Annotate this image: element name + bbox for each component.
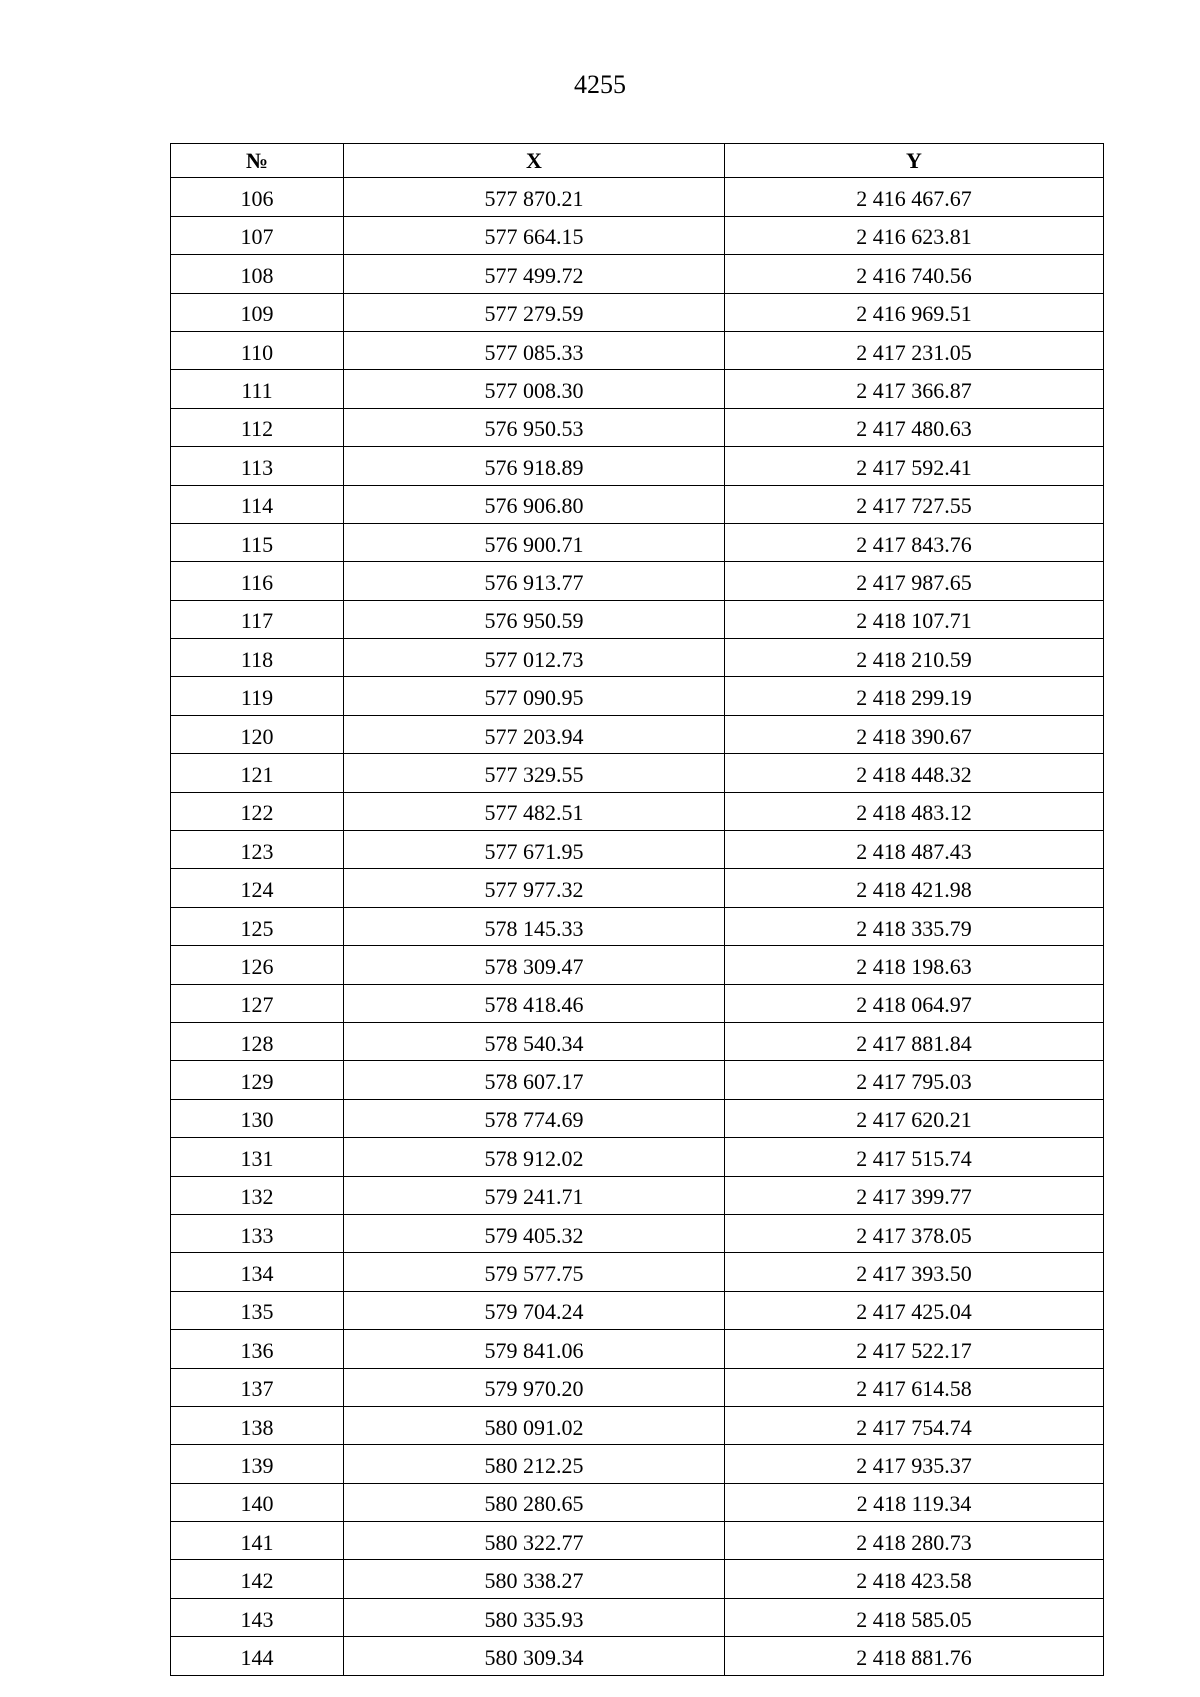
x-coordinate-cell: 580 309.34 [344, 1637, 725, 1675]
table-row [171, 1368, 1104, 1406]
page-number: 4255 [574, 70, 626, 99]
x-coordinate-cell: 577 664.15 [344, 216, 725, 254]
x-coordinate-cell: 577 085.33 [344, 331, 725, 369]
y-coordinate-cell: 2 417 614.58 [725, 1368, 1104, 1406]
y-coordinate-cell: 2 417 881.84 [725, 1022, 1104, 1060]
table-row [171, 293, 1104, 331]
table-row [171, 831, 1104, 869]
table-row [171, 792, 1104, 830]
point-number-cell: 135 [171, 1291, 344, 1329]
y-coordinate-cell: 2 418 064.97 [725, 984, 1104, 1022]
x-coordinate-cell: 577 203.94 [344, 715, 725, 753]
x-coordinate-cell: 579 841.06 [344, 1330, 725, 1368]
y-coordinate-cell: 2 418 390.67 [725, 715, 1104, 753]
y-coordinate-cell: 2 418 487.43 [725, 831, 1104, 869]
table-row [171, 523, 1104, 561]
table-row [171, 1176, 1104, 1214]
y-coordinate-cell: 2 418 448.32 [725, 754, 1104, 792]
x-coordinate-cell: 579 405.32 [344, 1214, 725, 1252]
table-row [171, 1445, 1104, 1483]
table-row [171, 677, 1104, 715]
x-coordinate-cell: 578 912.02 [344, 1138, 725, 1176]
x-coordinate-cell: 576 918.89 [344, 447, 725, 485]
table-row [171, 1560, 1104, 1598]
y-coordinate-cell: 2 418 107.71 [725, 600, 1104, 638]
x-coordinate-cell: 577 870.21 [344, 178, 725, 216]
x-coordinate-cell: 577 279.59 [344, 293, 725, 331]
column-header-x: X [344, 144, 725, 178]
x-coordinate-cell: 577 090.95 [344, 677, 725, 715]
x-coordinate-cell: 576 900.71 [344, 523, 725, 561]
x-coordinate-cell: 577 008.30 [344, 370, 725, 408]
table-row [171, 1291, 1104, 1329]
point-number-cell: 106 [171, 178, 344, 216]
y-coordinate-cell: 2 416 969.51 [725, 293, 1104, 331]
x-coordinate-cell: 579 577.75 [344, 1253, 725, 1291]
point-number-cell: 123 [171, 831, 344, 869]
table-row [171, 946, 1104, 984]
point-number-cell: 134 [171, 1253, 344, 1291]
table-row [171, 754, 1104, 792]
point-number-cell: 144 [171, 1637, 344, 1675]
y-coordinate-cell: 2 418 483.12 [725, 792, 1104, 830]
point-number-cell: 111 [171, 370, 344, 408]
table-row [171, 1522, 1104, 1560]
point-number-cell: 120 [171, 715, 344, 753]
y-coordinate-cell: 2 417 727.55 [725, 485, 1104, 523]
x-coordinate-cell: 580 212.25 [344, 1445, 725, 1483]
x-coordinate-cell: 576 906.80 [344, 485, 725, 523]
table-row [171, 331, 1104, 369]
point-number-cell: 107 [171, 216, 344, 254]
table-row [171, 485, 1104, 523]
x-coordinate-cell: 580 335.93 [344, 1598, 725, 1636]
point-number-cell: 138 [171, 1406, 344, 1444]
table-body [171, 178, 1104, 1675]
table-row [171, 216, 1104, 254]
table-row [171, 178, 1104, 216]
x-coordinate-cell: 577 012.73 [344, 639, 725, 677]
y-coordinate-cell: 2 418 421.98 [725, 869, 1104, 907]
y-coordinate-cell: 2 417 620.21 [725, 1099, 1104, 1137]
point-number-cell: 108 [171, 255, 344, 293]
y-coordinate-cell: 2 417 522.17 [725, 1330, 1104, 1368]
point-number-cell: 128 [171, 1022, 344, 1060]
table-row [171, 562, 1104, 600]
y-coordinate-cell: 2 418 881.76 [725, 1637, 1104, 1675]
point-number-cell: 115 [171, 523, 344, 561]
table-row [171, 370, 1104, 408]
point-number-cell: 132 [171, 1176, 344, 1214]
point-number-cell: 113 [171, 447, 344, 485]
x-coordinate-cell: 577 977.32 [344, 869, 725, 907]
y-coordinate-cell: 2 418 119.34 [725, 1483, 1104, 1521]
point-number-cell: 130 [171, 1099, 344, 1137]
table-row [171, 715, 1104, 753]
point-number-cell: 114 [171, 485, 344, 523]
table-row [171, 1061, 1104, 1099]
y-coordinate-cell: 2 418 585.05 [725, 1598, 1104, 1636]
table-row [171, 255, 1104, 293]
point-number-cell: 143 [171, 1598, 344, 1636]
y-coordinate-cell: 2 418 210.59 [725, 639, 1104, 677]
point-number-cell: 112 [171, 408, 344, 446]
y-coordinate-cell: 2 417 378.05 [725, 1214, 1104, 1252]
point-number-cell: 124 [171, 869, 344, 907]
point-number-cell: 136 [171, 1330, 344, 1368]
point-number-cell: 119 [171, 677, 344, 715]
table-row [171, 1099, 1104, 1137]
y-coordinate-cell: 2 418 280.73 [725, 1522, 1104, 1560]
x-coordinate-cell: 576 913.77 [344, 562, 725, 600]
point-number-cell: 121 [171, 754, 344, 792]
y-coordinate-cell: 2 417 393.50 [725, 1253, 1104, 1291]
column-header-number: № [171, 144, 344, 178]
y-coordinate-cell: 2 417 592.41 [725, 447, 1104, 485]
y-coordinate-cell: 2 416 467.67 [725, 178, 1104, 216]
table-row [171, 447, 1104, 485]
x-coordinate-cell: 578 418.46 [344, 984, 725, 1022]
y-coordinate-cell: 2 417 935.37 [725, 1445, 1104, 1483]
point-number-cell: 129 [171, 1061, 344, 1099]
y-coordinate-cell: 2 418 335.79 [725, 907, 1104, 945]
point-number-cell: 141 [171, 1522, 344, 1560]
point-number-cell: 127 [171, 984, 344, 1022]
point-number-cell: 142 [171, 1560, 344, 1598]
y-coordinate-cell: 2 418 198.63 [725, 946, 1104, 984]
x-coordinate-cell: 576 950.59 [344, 600, 725, 638]
table-row [171, 1483, 1104, 1521]
y-coordinate-cell: 2 417 754.74 [725, 1406, 1104, 1444]
y-coordinate-cell: 2 418 423.58 [725, 1560, 1104, 1598]
x-coordinate-cell: 578 607.17 [344, 1061, 725, 1099]
table-row [171, 1406, 1104, 1444]
table-row [171, 907, 1104, 945]
x-coordinate-cell: 576 950.53 [344, 408, 725, 446]
table-row [171, 639, 1104, 677]
x-coordinate-cell: 578 309.47 [344, 946, 725, 984]
y-coordinate-cell: 2 416 623.81 [725, 216, 1104, 254]
point-number-cell: 126 [171, 946, 344, 984]
x-coordinate-cell: 578 774.69 [344, 1099, 725, 1137]
point-number-cell: 117 [171, 600, 344, 638]
table-row [171, 984, 1104, 1022]
point-number-cell: 122 [171, 792, 344, 830]
point-number-cell: 125 [171, 907, 344, 945]
x-coordinate-cell: 577 329.55 [344, 754, 725, 792]
table-row [171, 1214, 1104, 1252]
x-coordinate-cell: 579 241.71 [344, 1176, 725, 1214]
x-coordinate-cell: 578 540.34 [344, 1022, 725, 1060]
point-number-cell: 139 [171, 1445, 344, 1483]
point-number-cell: 131 [171, 1138, 344, 1176]
y-coordinate-cell: 2 416 740.56 [725, 255, 1104, 293]
x-coordinate-cell: 578 145.33 [344, 907, 725, 945]
table-header-row [171, 144, 1104, 178]
x-coordinate-cell: 577 482.51 [344, 792, 725, 830]
y-coordinate-cell: 2 418 299.19 [725, 677, 1104, 715]
y-coordinate-cell: 2 417 795.03 [725, 1061, 1104, 1099]
x-coordinate-cell: 580 322.77 [344, 1522, 725, 1560]
point-number-cell: 110 [171, 331, 344, 369]
point-number-cell: 116 [171, 562, 344, 600]
y-coordinate-cell: 2 417 231.05 [725, 331, 1104, 369]
table-row [171, 408, 1104, 446]
y-coordinate-cell: 2 417 425.04 [725, 1291, 1104, 1329]
point-number-cell: 118 [171, 639, 344, 677]
x-coordinate-cell: 577 671.95 [344, 831, 725, 869]
x-coordinate-cell: 580 280.65 [344, 1483, 725, 1521]
y-coordinate-cell: 2 417 480.63 [725, 408, 1104, 446]
table-row [171, 1598, 1104, 1636]
x-coordinate-cell: 577 499.72 [344, 255, 725, 293]
table-row [171, 1637, 1104, 1675]
table-row [171, 1253, 1104, 1291]
x-coordinate-cell: 580 091.02 [344, 1406, 725, 1444]
table-row [171, 600, 1104, 638]
x-coordinate-cell: 580 338.27 [344, 1560, 725, 1598]
table-row [171, 1330, 1104, 1368]
point-number-cell: 137 [171, 1368, 344, 1406]
y-coordinate-cell: 2 417 399.77 [725, 1176, 1104, 1214]
table-row [171, 1022, 1104, 1060]
table-row [171, 869, 1104, 907]
point-number-cell: 140 [171, 1483, 344, 1521]
y-coordinate-cell: 2 417 366.87 [725, 370, 1104, 408]
column-header-y: Y [725, 144, 1104, 178]
x-coordinate-cell: 579 704.24 [344, 1291, 725, 1329]
point-number-cell: 133 [171, 1214, 344, 1252]
coordinates-table [170, 143, 1104, 1676]
y-coordinate-cell: 2 417 987.65 [725, 562, 1104, 600]
y-coordinate-cell: 2 417 843.76 [725, 523, 1104, 561]
point-number-cell: 109 [171, 293, 344, 331]
table-row [171, 1138, 1104, 1176]
x-coordinate-cell: 579 970.20 [344, 1368, 725, 1406]
y-coordinate-cell: 2 417 515.74 [725, 1138, 1104, 1176]
